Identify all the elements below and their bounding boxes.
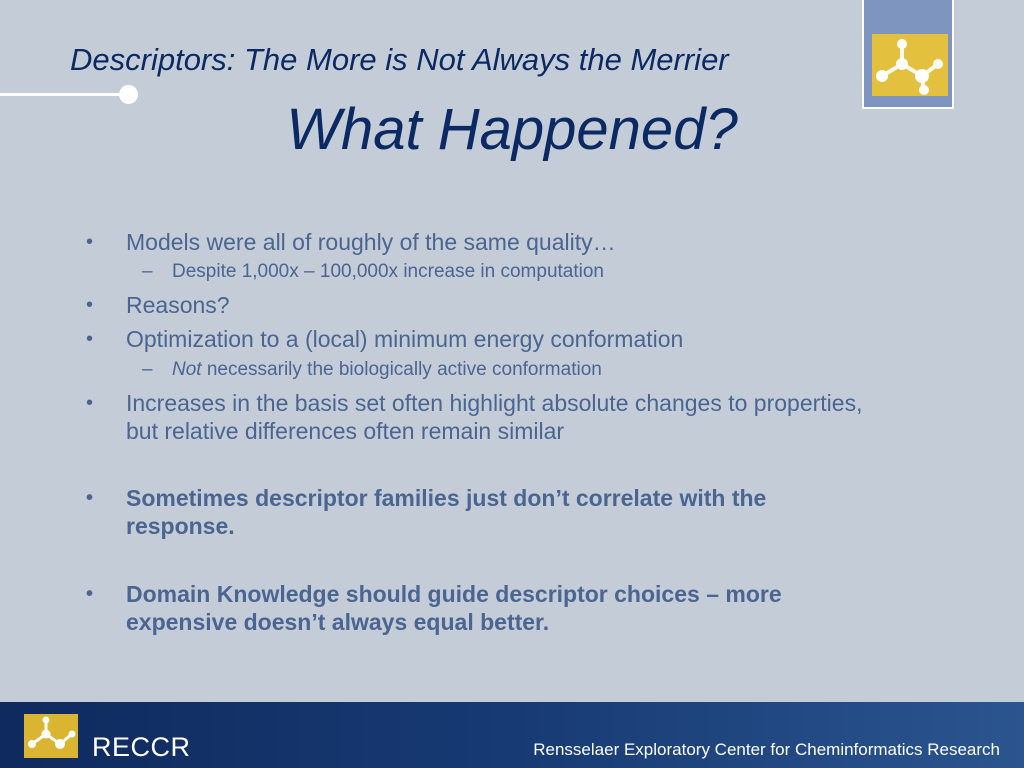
bullet-text: Domain Knowledge should guide descriptor choices – more expensive doesn’t always equal better. bbox=[126, 581, 782, 635]
bullet-item-bold bbox=[86, 484, 866, 540]
footer-center-name: Rensselaer Exploratory Center for Cheminformatics Research bbox=[533, 740, 1000, 759]
bullet-item bbox=[86, 291, 866, 319]
slide-subtitle: What Happened? bbox=[286, 97, 738, 162]
bullet-text: Reasons? bbox=[126, 292, 230, 318]
bullet-text: Optimization to a (local) minimum energy conformation bbox=[126, 326, 684, 352]
molecule-logo-icon bbox=[24, 714, 78, 758]
bullet-text: Models were all of roughly of the same quality… bbox=[126, 229, 616, 255]
sub-bullet-marker: – bbox=[142, 359, 153, 380]
sub-bullet-item bbox=[142, 358, 872, 382]
bullet-text: Increases in the basis set often highlight absolute changes to properties, but relative differences often remain similar bbox=[126, 390, 863, 444]
bullet-item bbox=[86, 228, 866, 256]
bullet-marker: • bbox=[86, 392, 94, 414]
bullet-item-bold bbox=[86, 580, 866, 636]
sub-bullet-emphasis: Not bbox=[172, 359, 202, 380]
sub-bullet-text: necessarily the biologically active conformation bbox=[201, 359, 602, 380]
bullet-marker: • bbox=[86, 583, 94, 605]
bullet-marker: • bbox=[86, 294, 94, 316]
bullet-text: Sometimes descriptor families just don’t correlate with the response. bbox=[126, 485, 767, 539]
bullet-marker: • bbox=[86, 328, 94, 350]
sub-bullet-item bbox=[142, 260, 872, 284]
sub-bullet-marker: – bbox=[142, 261, 153, 282]
bullet-item bbox=[86, 389, 866, 445]
bullet-marker: • bbox=[86, 231, 94, 253]
bullet-marker: • bbox=[86, 487, 94, 509]
footer-brand: RECCR bbox=[92, 732, 191, 762]
footer-bar bbox=[0, 702, 1024, 768]
sub-bullet-text: Despite 1,000x – 100,000x increase in computation bbox=[172, 261, 604, 282]
bullet-item bbox=[86, 325, 866, 353]
slide-title: Descriptors: The More is Not Always the Merrier bbox=[70, 42, 729, 77]
